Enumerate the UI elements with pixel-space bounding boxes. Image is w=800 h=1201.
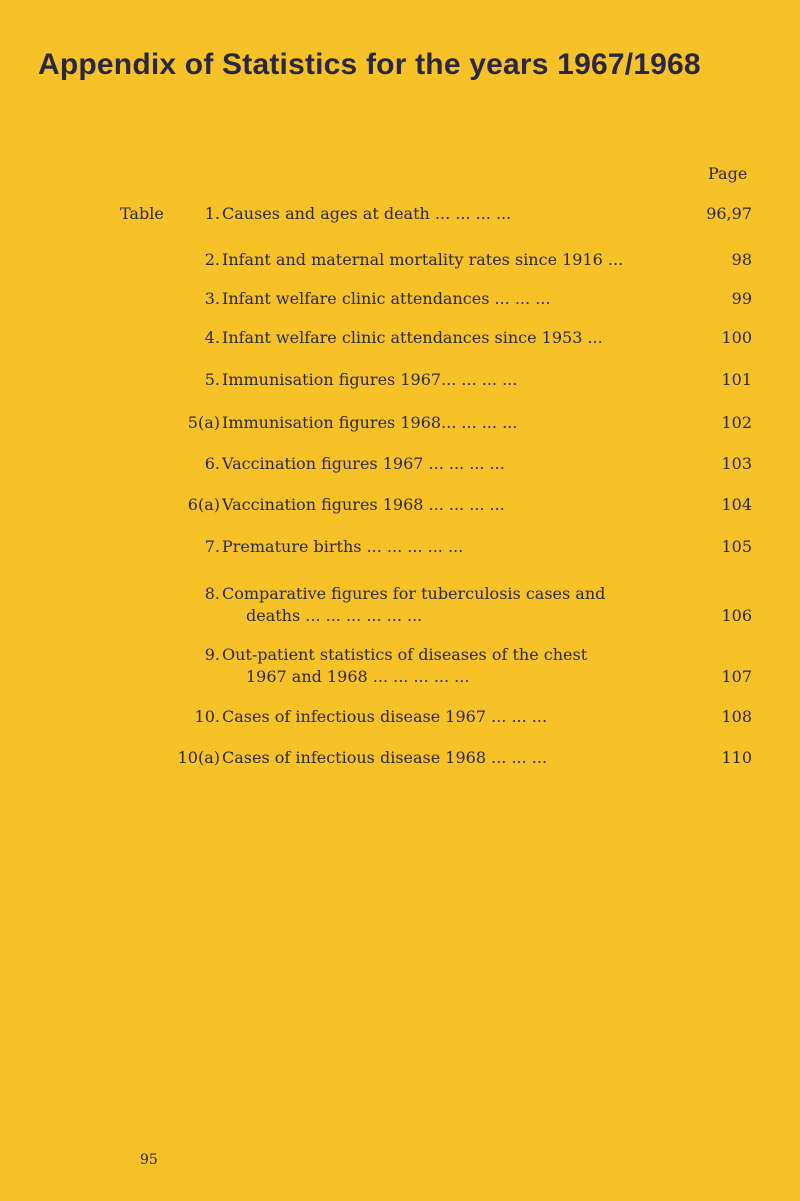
entry-title: Comparative figures for tuberculosis cases and: [222, 584, 606, 603]
entry-number: 6.: [204, 454, 220, 473]
entry-page: 104: [721, 495, 752, 514]
entry-number: 1.: [204, 204, 220, 223]
entry-page: 98: [731, 250, 752, 269]
entry-title-continuation: 1967 and 1968 ... ... ... ... ...: [246, 667, 470, 686]
entry-page: 101: [721, 370, 752, 389]
entry-page: 106: [721, 606, 752, 625]
entry-title: Cases of infectious disease 1967 ... ... ...: [222, 707, 548, 726]
entry-title: Vaccination figures 1967 ... ... ... ...: [222, 454, 505, 473]
entry-page: 102: [721, 413, 752, 432]
entry-number: 10.: [194, 707, 220, 726]
entry-title: Infant and maternal mortality rates since 1916 ...: [222, 250, 624, 269]
entry-number: 10(a): [177, 748, 220, 767]
entry-page: 99: [731, 289, 752, 308]
entry-page: 103: [721, 454, 752, 473]
entry-number: 8.: [204, 584, 220, 603]
entry-page: 105: [721, 537, 752, 556]
entry-title-continuation: deaths ... ... ... ... ... ...: [246, 606, 423, 625]
entry-title: Infant welfare clinic attendances ... ... ...: [222, 289, 551, 308]
entry-page: 107: [721, 667, 752, 686]
entry-title: Infant welfare clinic attendances since 1953 ...: [222, 328, 603, 347]
entry-title: Vaccination figures 1968 ... ... ... ...: [222, 495, 505, 514]
entry-page: 96,97: [706, 204, 752, 223]
entry-title: Out-patient statistics of diseases of the chest: [222, 645, 588, 664]
entry-page: 108: [721, 707, 752, 726]
page-title: Appendix of Statistics for the years 1967/1968: [38, 48, 701, 81]
entry-number: 5.: [204, 370, 220, 389]
entry-title: Causes and ages at death ... ... ... ...: [222, 204, 512, 223]
table-prefix: Table: [120, 204, 164, 223]
entry-number: 3.: [204, 289, 220, 308]
entry-number: 4.: [204, 328, 220, 347]
entry-title: Premature births ... ... ... ... ...: [222, 537, 464, 556]
entry-number: 6(a): [187, 495, 220, 514]
entry-title: Immunisation figures 1968... ... ... ...: [222, 413, 518, 432]
entry-page: 100: [721, 328, 752, 347]
entry-number: 9.: [204, 645, 220, 664]
entry-title: Immunisation figures 1967... ... ... ...: [222, 370, 518, 389]
entry-number: 5(a): [187, 413, 220, 432]
entry-page: 110: [721, 748, 752, 767]
page-column-header: Page: [708, 164, 748, 183]
entry-number: 2.: [204, 250, 220, 269]
footer-page-number: 95: [140, 1152, 158, 1168]
entry-number: 7.: [204, 537, 220, 556]
entry-title: Cases of infectious disease 1968 ... ... ...: [222, 748, 548, 767]
